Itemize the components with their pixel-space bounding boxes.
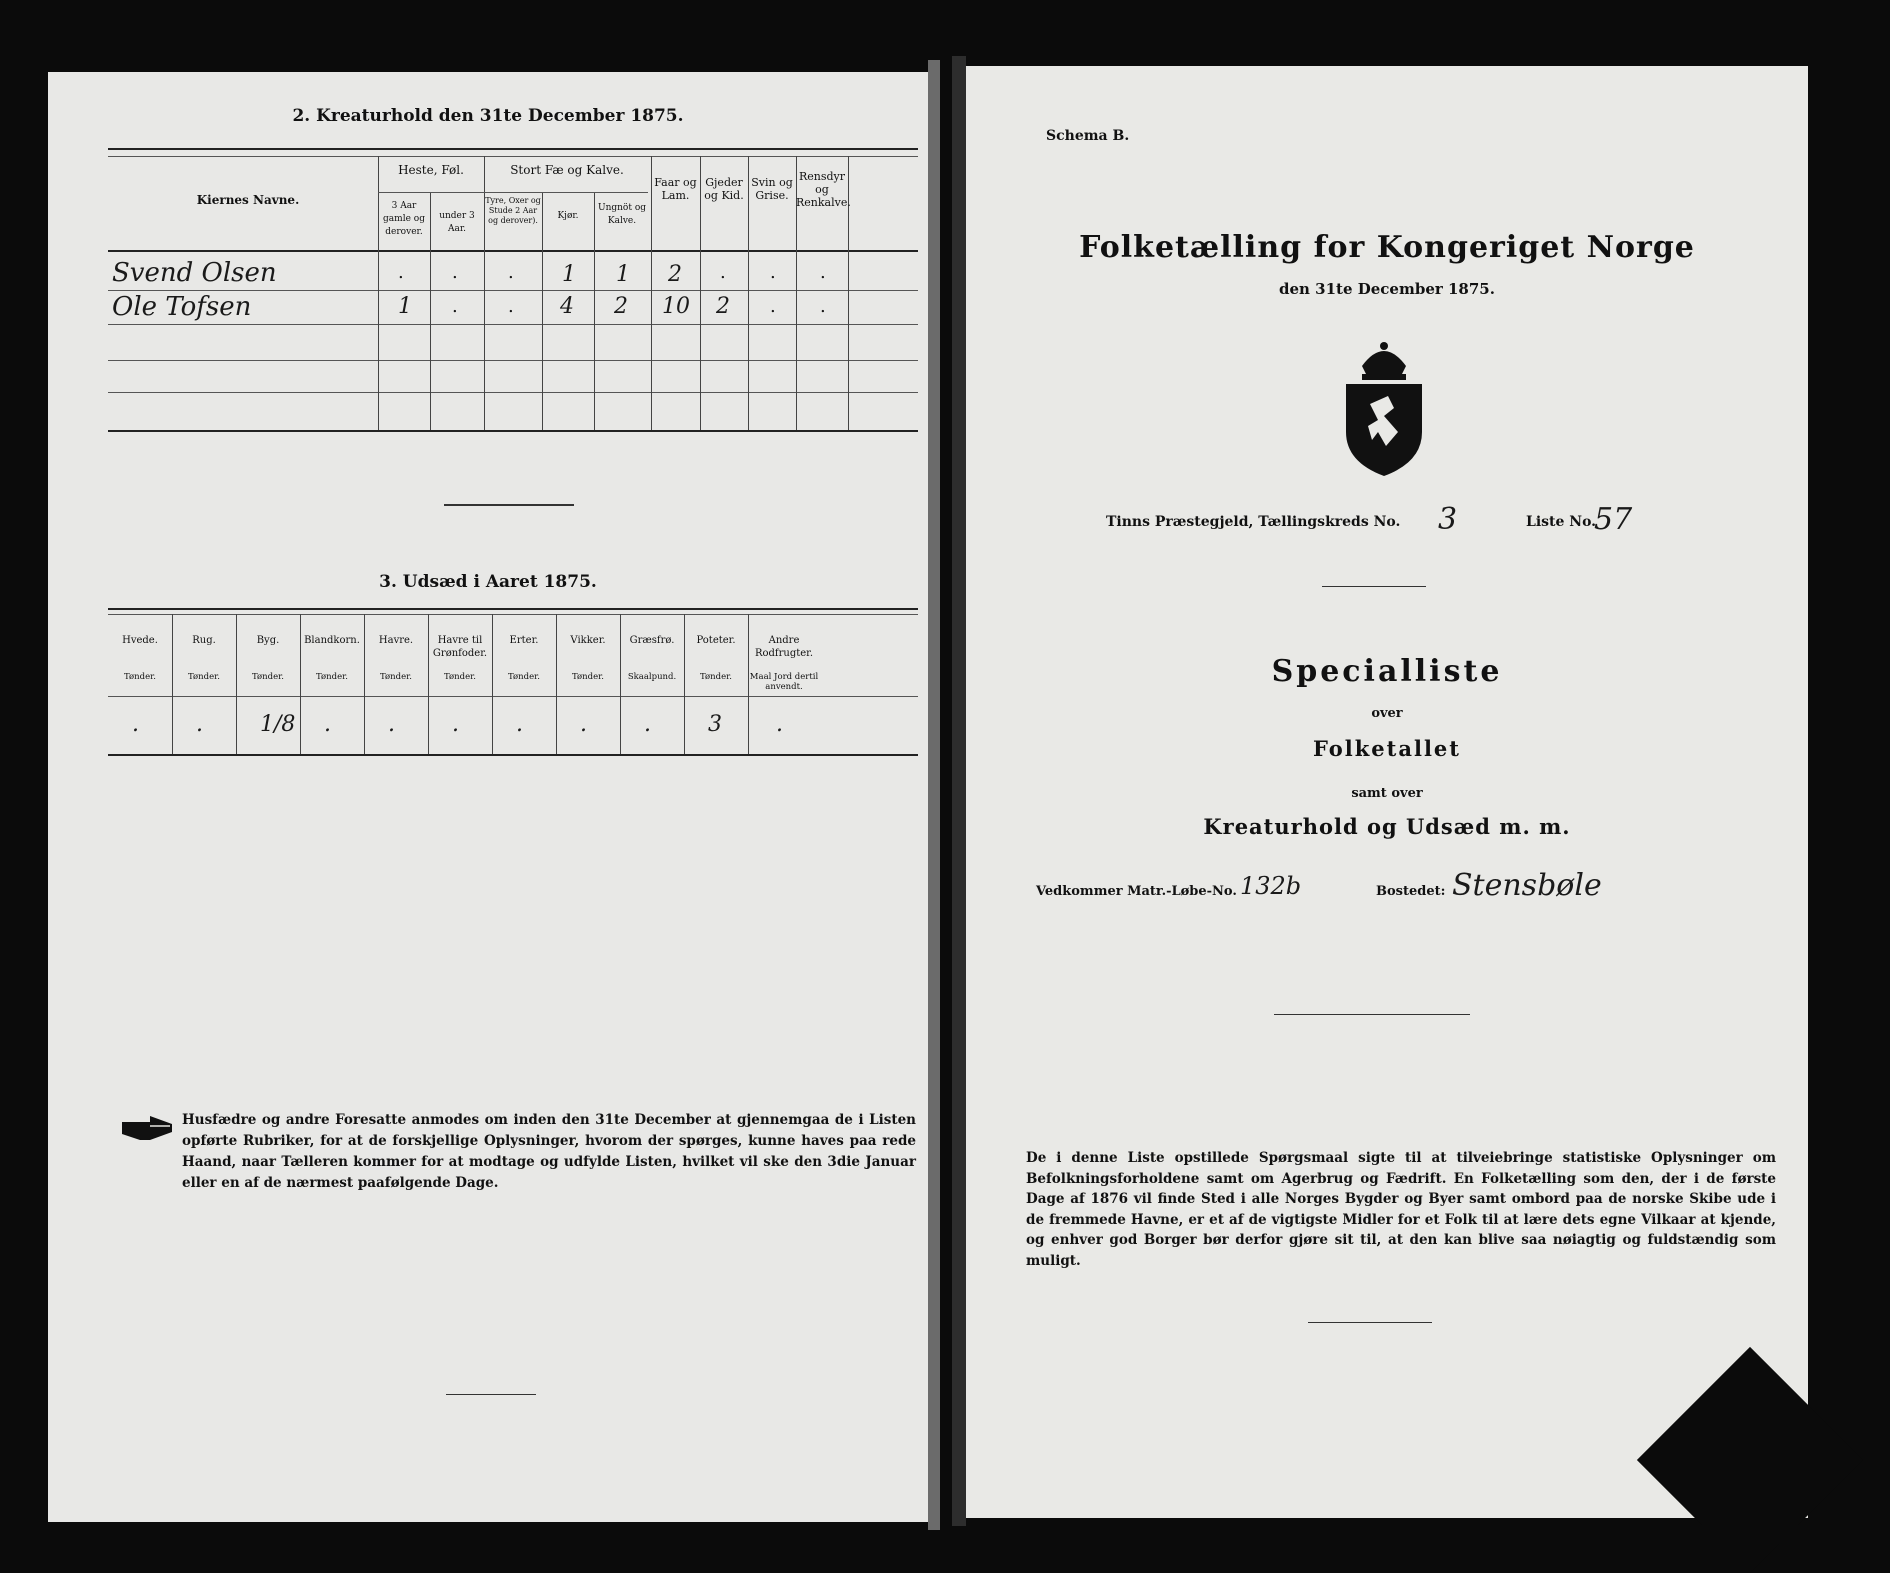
- pointing-hand-icon: [120, 1112, 176, 1146]
- footer-text: De i denne Liste opstillede Spørgsmaal sigte til at tilveiebringe statistiske Oplysninger om Befolkningsforholdene samt om Agerbrug og Fædrift. En Folketælling som den, der i de første Dage af 1876 vil finde Sted i alle Norges Bygder og Byer samt ombord paa de norske Skibe ude i de fremmede Havne, er et af de vigtigste Midler for et Folk til at lære dets egne Vilkaar at kjende, og enhver god Borger bør derfor gjøre sit til, at den kan blive saa nøiagtig og fuldstændig som muligt.: [1026, 1150, 1776, 1269]
- table3-value: .: [452, 712, 459, 737]
- gjeder-value: 2: [716, 294, 730, 319]
- matr-number: 132b: [1240, 872, 1302, 900]
- divider: [446, 1394, 536, 1395]
- heste-value: 1: [398, 294, 412, 319]
- stort-value: .: [508, 296, 514, 317]
- kreaturhold-title: Kreaturhold og Udsæd m. m.: [1203, 814, 1571, 839]
- table3-header: Hvede.: [122, 635, 158, 646]
- table3-value: .: [132, 712, 139, 737]
- table3-unit: Tønder.: [252, 672, 284, 682]
- faar-value: 2: [668, 262, 682, 287]
- table3-header: Græsfrø.: [629, 635, 675, 646]
- liste-number: 57: [1594, 502, 1633, 537]
- col-header-stort-sub2: Kjør.: [557, 211, 579, 221]
- heste-value: .: [452, 296, 458, 317]
- table3-top-rule2: [108, 614, 918, 615]
- table3-header: Blandkorn.: [304, 635, 360, 646]
- col-header-heste-sub2: under 3 Aar.: [439, 211, 475, 234]
- table3-value: 1/8: [260, 712, 296, 737]
- matr-label: Vedkommer Matr.-Løbe-No.: [1036, 884, 1237, 899]
- table3-value: .: [580, 712, 587, 737]
- table3-header: Byg.: [256, 635, 280, 646]
- heste-value: .: [398, 262, 404, 283]
- table3-header: Poteter.: [696, 635, 736, 646]
- ren-value: .: [820, 296, 826, 317]
- svin-value: .: [770, 296, 776, 317]
- table3-header: Erter.: [509, 635, 539, 646]
- right-page: [966, 66, 1808, 1518]
- ungnot-value: 2: [614, 294, 628, 319]
- col-header-heste: Heste, Føl.: [398, 163, 464, 177]
- table3-header: Rug.: [192, 635, 216, 646]
- notice-text: Husfædre og andre Foresatte anmodes om inden den 31te December at gjennemgaa de i Listen opførte Rubriker, for at de forskjellige Oplysninger, hvorom der spørges, kunne haves paa rede Haand, naar Tælleren kommer for at modtage og udfylde Listen, hvilket vil ske den 3die Januar eller en af de nærmest paafølgende Dage.: [182, 1112, 916, 1191]
- table3-value: .: [196, 712, 203, 737]
- table3-unit: Tønder.: [380, 672, 412, 682]
- table2-bottom-rule: [108, 430, 918, 432]
- table3-value: .: [324, 712, 331, 737]
- owner-name: Svend Olsen: [112, 258, 277, 288]
- bosted-value: Stensbøle: [1452, 868, 1602, 903]
- main-title: Folketælling for Kongeriget Norge: [1079, 230, 1695, 265]
- table3-unit: Skaalpund.: [627, 672, 677, 682]
- table3-top-rule: [108, 608, 918, 610]
- owner-name: Ole Tofsen: [112, 292, 252, 322]
- col-header-svin: Svin og Grise.: [751, 176, 793, 202]
- table3-unit: Tønder.: [188, 672, 220, 682]
- table2-top-rule: [108, 148, 918, 150]
- samt-over-label: samt over: [1351, 786, 1423, 801]
- gutter-left: [928, 60, 940, 1530]
- faar-value: 10: [662, 294, 690, 319]
- schema-label: Schema B.: [1046, 128, 1130, 144]
- kjor-value: 1: [562, 262, 576, 287]
- table3-value: .: [644, 712, 651, 737]
- table3-header: Andre Rodfrugter.: [754, 635, 814, 659]
- ren-value: .: [820, 262, 826, 283]
- divider: [1322, 586, 1426, 587]
- table3-unit: Tønder.: [572, 672, 604, 682]
- table2-subheader-rule: [378, 192, 648, 193]
- ungnot-value: 1: [616, 262, 630, 287]
- col-header-stort: Stort Fæ og Kalve.: [510, 163, 624, 177]
- table3-value: 3: [708, 712, 722, 737]
- prestegjeld-label: Tinns Præstegjeld, Tællingskreds No.: [1106, 514, 1401, 530]
- divider: [444, 504, 574, 506]
- col-header-heste-sub1: 3 Aar gamle og derover.: [383, 201, 425, 237]
- kjor-value: 4: [560, 294, 574, 319]
- table3-unit: Tønder.: [508, 672, 540, 682]
- divider: [1308, 1322, 1432, 1323]
- title-date: den 31te December 1875.: [1279, 280, 1495, 298]
- bosted-label: Bostedet:: [1376, 884, 1446, 899]
- table3-header: Havre.: [378, 635, 414, 646]
- table3-unit: Tønder.: [124, 672, 156, 682]
- folketallet-title: Folketallet: [1313, 736, 1461, 761]
- kreds-number: 3: [1438, 502, 1458, 537]
- col-header-rensdyr: Rensdyr og Renkalve.: [796, 170, 851, 209]
- svin-value: .: [770, 262, 776, 283]
- col-header-gjeder: Gjeder og Kid.: [704, 176, 744, 202]
- col-header-names: Kiernes Navne.: [196, 193, 300, 207]
- table3-unit: Tønder.: [700, 672, 732, 682]
- gjeder-value: .: [720, 262, 726, 283]
- table3-header-rule: [108, 696, 918, 697]
- table3-unit: Tønder.: [444, 672, 476, 682]
- heste-value: .: [452, 262, 458, 283]
- coat-of-arms-icon: [1332, 336, 1436, 478]
- col-header-stort-sub3: Ungnöt og Kalve.: [597, 203, 646, 226]
- divider: [1274, 1014, 1470, 1015]
- specialliste-title: Specialliste: [1271, 654, 1503, 689]
- table3-value: .: [516, 712, 523, 737]
- table3-unit: Maal Jord dertil anvendt.: [749, 672, 819, 692]
- liste-label: Liste No.: [1526, 514, 1597, 530]
- table3-unit: Tønder.: [316, 672, 348, 682]
- stort-value: .: [508, 262, 514, 283]
- section3-title: 3. Udsæd i Aaret 1875.: [379, 572, 597, 592]
- over-label: over: [1371, 706, 1403, 721]
- table2-col: [542, 192, 543, 430]
- table3-header: Havre til Grønfoder.: [432, 635, 488, 659]
- table2-col: [378, 156, 379, 430]
- col-header-stort-sub1: Tyre, Oxer og Stude 2 Aar og derover).: [485, 196, 541, 225]
- gutter-right: [952, 56, 966, 1526]
- section2-title: 2. Kreaturhold den 31te December 1875.: [292, 106, 684, 126]
- col-header-faar: Faar og Lam.: [654, 176, 697, 202]
- table3-header: Vikker.: [570, 635, 606, 646]
- table3-value: .: [388, 712, 395, 737]
- table3-value: .: [776, 712, 783, 737]
- left-page: [48, 72, 928, 1522]
- table3-bottom-rule: [108, 754, 918, 756]
